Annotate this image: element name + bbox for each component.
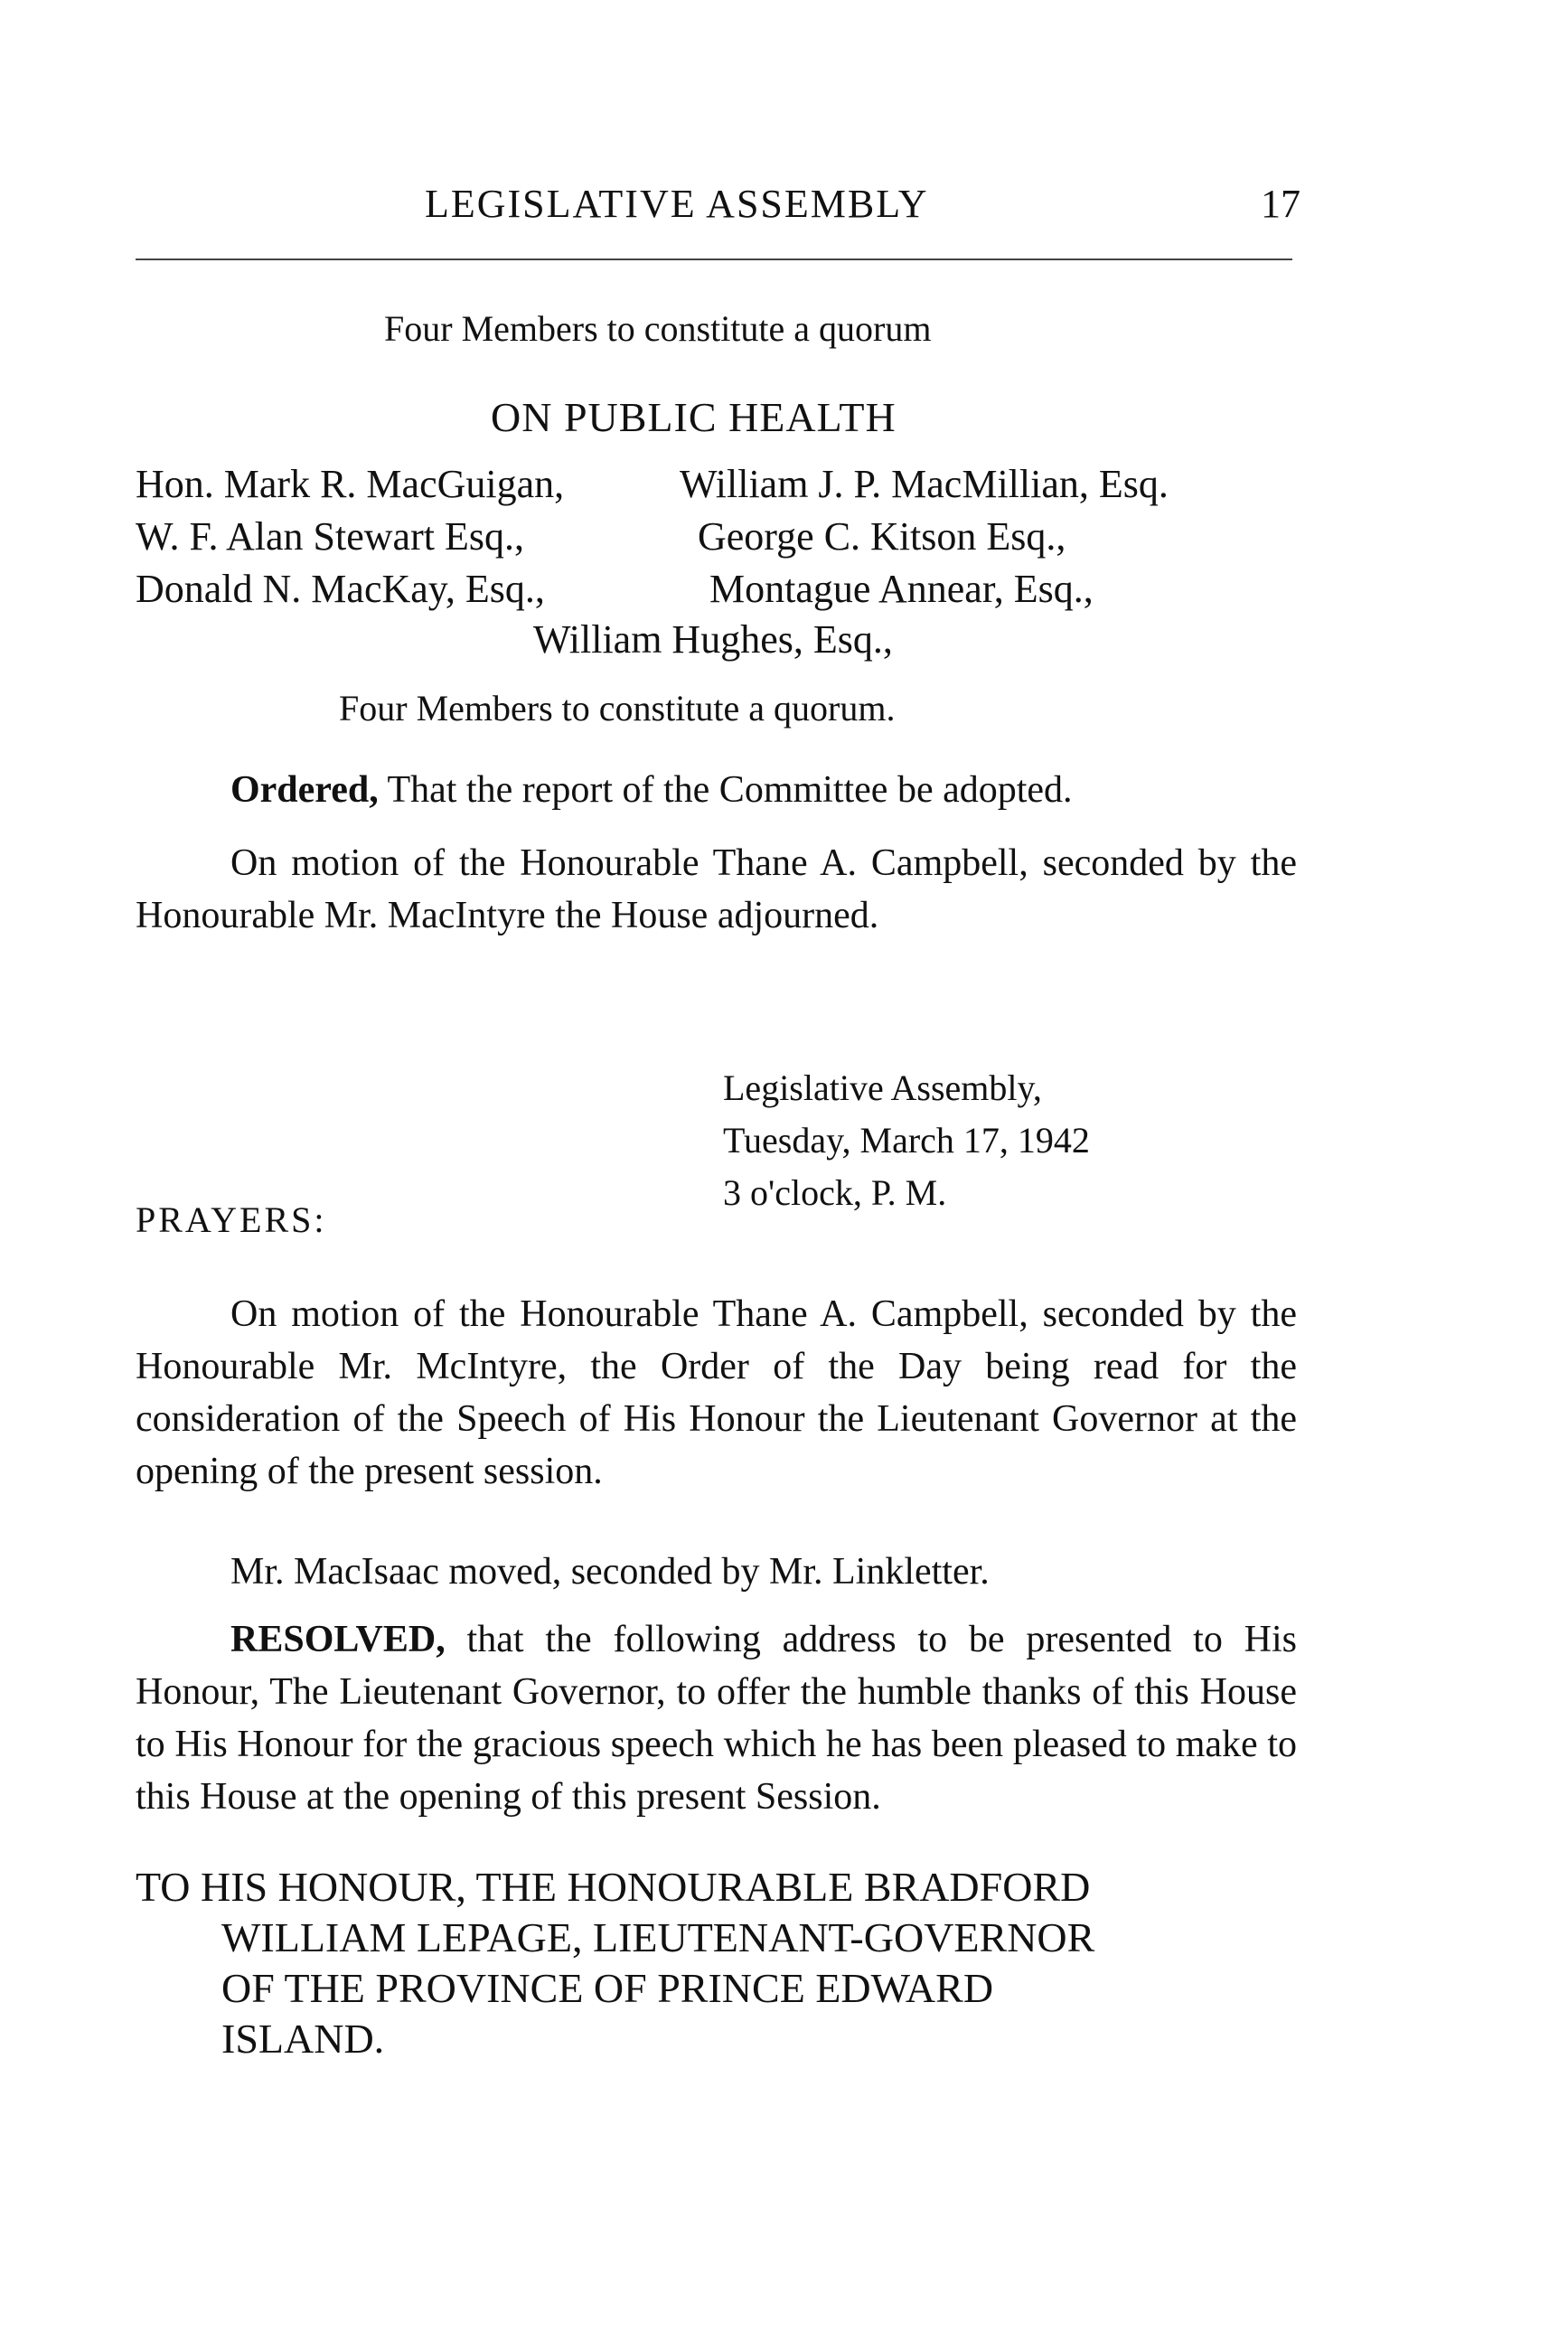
quorum-note-top: Four Members to constitute a quorum [384,308,932,349]
resolved-text: that the following address to be presented to His Honour, The Lieutenant Governor, to offer the humble thanks of this House to His Honour for the gracious speech which he has been pleased to make to this House at the opening of this present Session. [136,1619,1297,1818]
moved-paragraph: Mr. MacIsaac moved, seconded by Mr. Linkletter. [230,1551,990,1593]
page-number: 17 [1261,182,1300,226]
address-heading [136,1862,1301,2064]
resolved-paragraph [136,1613,1297,1823]
address-line: OF THE PROVINCE OF PRINCE EDWARD [221,1965,994,2011]
sitting-date: Tuesday, March 17, 1942 [723,1120,1090,1161]
prayers-heading: PRAYERS: [136,1199,327,1240]
committee-member: W. F. Alan Stewart Esq., [136,514,524,559]
ordered-text: That the report of the Committee be adopted. [378,769,1073,811]
committee-member: William J. P. MacMillian, Esq. [680,462,1169,506]
ordered-lead: Ordered, [230,769,379,811]
order-of-day-motion: On motion of the Honourable Thane A. Campbell, seconded by the Honourable Mr. McIntyre, the Order of the Day being read for the consideration of the Speech of His Honour the Lieutenant Governor at the opening of the present session. [136,1293,1297,1492]
committee-member: Donald N. MacKay, Esq., [136,567,545,611]
committee-member: George C. Kitson Esq., [698,514,1066,559]
address-line: TO HIS HONOUR, THE HONOURABLE BRADFORD [136,1864,1091,1910]
committee-heading: ON PUBLIC HEALTH [491,394,897,440]
resolved-lead: RESOLVED, [230,1619,446,1660]
sitting-time: 3 o'clock, P. M. [723,1172,947,1213]
running-header-title: LEGISLATIVE ASSEMBLY [425,182,929,226]
committee-member: Hon. Mark R. MacGuigan, [136,462,565,506]
quorum-note-bottom: Four Members to constitute a quorum. [339,688,896,728]
committee-member: William Hughes, Esq., [533,617,893,662]
adjournment-motion: On motion of the Honourable Thane A. Campbell, seconded by the Honourable Mr. MacIntyre the House adjourned. [136,842,1297,936]
address-line: WILLIAM LEPAGE, LIEUTENANT-GOVERNOR [221,1914,1095,1960]
ordered-paragraph [230,764,1297,816]
sitting-place: Legislative Assembly, [723,1067,1042,1108]
address-line: ISLAND. [221,2016,385,2062]
header-divider [136,258,1292,260]
committee-member: Montague Annear, Esq., [709,567,1094,611]
